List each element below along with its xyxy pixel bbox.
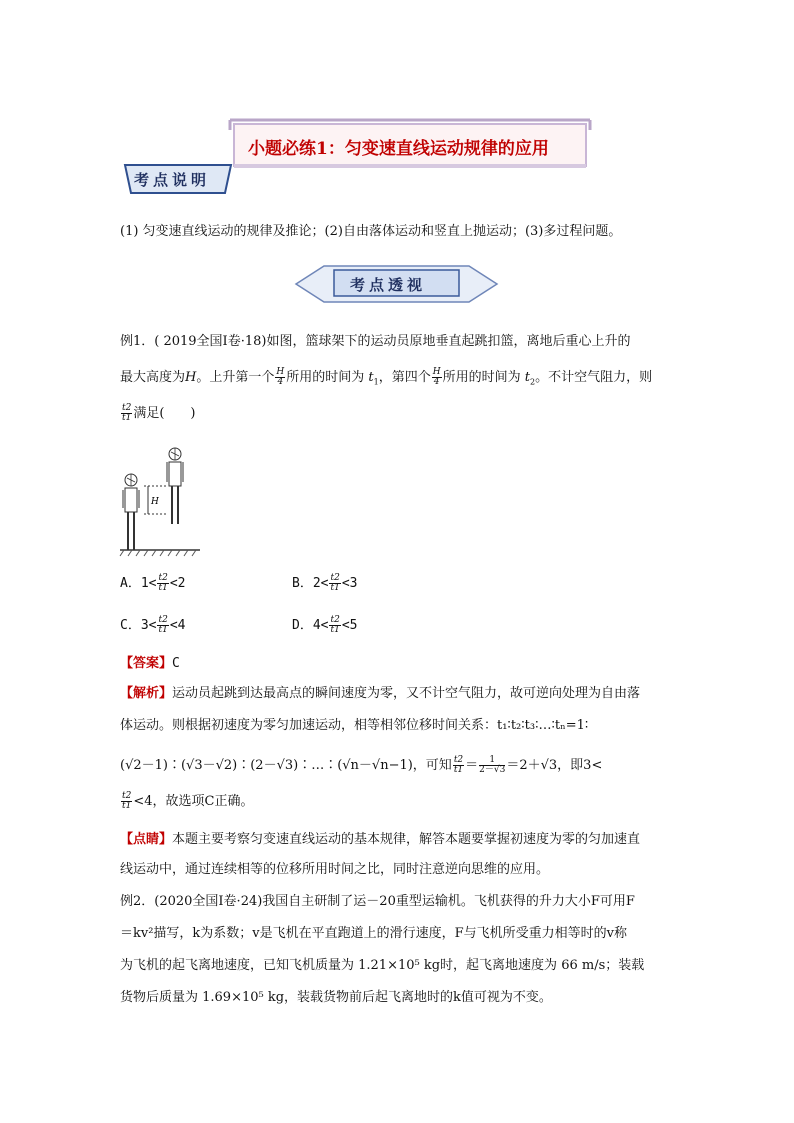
section-badge-center <box>294 262 499 304</box>
ex1-line1: 例1．( 2019全国Ⅰ卷·18)如图，篮球架下的运动员原地垂直起跳扣篮，离地后重心上升的 <box>120 334 631 349</box>
ex2-line3: 为飞机的起飞离地速度，已知飞机质量为 1.21×10⁵ kg时，起飞离地速度为 66 m/s；装载 <box>120 958 645 973</box>
basketball-figure <box>118 442 202 558</box>
ex2-line1: 例2．(2020全国Ⅰ卷·24)我国自主研制了运－20重型运输机。飞机获得的升力大小F可用F <box>120 894 635 909</box>
comment-line2: 线运动中，通过连续相等的位移所用时间之比，同时注意逆向思维的应用。 <box>120 862 550 877</box>
fraction-h-4: $\frac{H}{4}$ <box>276 367 285 387</box>
title-banner <box>228 118 592 172</box>
answer-line: 【答案】C <box>120 656 180 671</box>
comment-line1: 【点睛】本题主要考察匀变速直线运动的基本规律，解答本题要掌握初速度为零的匀加速直 <box>120 832 641 847</box>
option-a[interactable]: A．1< $\frac{t2}{t1}$ <2 <box>120 573 186 593</box>
badge-center-label: 考点透视 <box>350 276 427 294</box>
ex2-line4: 货物后质量为 1.69×10⁵ kg，装载货物前后起飞离地时的k值可视为不变。 <box>120 990 552 1005</box>
figure-drawing <box>118 442 202 558</box>
fraction-h-4-second: $\frac{H}{4}$ <box>432 367 441 387</box>
option-c[interactable]: C．3< $\frac{t2}{t1}$ <4 <box>120 615 186 635</box>
page-title: 小题必练1：匀变速直线运动规律的应用 <box>248 139 549 159</box>
ex2-line2: ＝kv²描写，k为系数；v是飞机在平直跑道上的滑行速度，F与飞机所受重力相等时的v称 <box>120 926 628 941</box>
section-badge-left <box>122 160 234 198</box>
badge-left-label: 考点说明 <box>134 171 211 189</box>
figure-h-label: H <box>151 497 159 507</box>
analysis-line4: $\frac{t2}{t1}$ <4，故选项C正确。 <box>122 791 254 811</box>
analysis-line2: 体运动。则根据初速度为零匀加速运动，相等相邻位移时间关系：t₁∶t₂∶t₃∶…∶tₙ=1∶ <box>120 718 589 733</box>
intro-text: (1) 匀变速直线运动的规律及推论；(2)自由落体运动和竖直上抛运动；(3)多过程问题。 <box>120 224 622 239</box>
ex1-line3: $\frac{t2}{t1}$ 满足( ) <box>122 403 196 423</box>
option-b[interactable]: B．2< $\frac{t2}{t1}$ <3 <box>292 573 358 593</box>
fraction-t2-t1: $\frac{t2}{t1}$ <box>122 403 132 423</box>
analysis-line3: (√2－1)∶(√3－√2)∶(2－√3)∶…∶(√n－√n−1)，可知 $\frac{t2}{t1}$ ＝ $\frac{1}{2-√3}$ ＝2＋√3，即3< <box>120 755 603 775</box>
analysis-line1: 【解析】运动员起跳到达最高点的瞬间速度为零，又不计空气阻力，故可逆向处理为自由落 <box>120 686 641 701</box>
option-d[interactable]: D．4< $\frac{t2}{t1}$ <5 <box>292 615 358 635</box>
ex1-line2: 最大高度为H。上升第一个 $\frac{H}{4}$ 所用的时间为 $t_1$，第四个 $\frac{H}{4}$ 所用的时间为 $t_2$。不计空气阻力，则 <box>120 367 653 387</box>
